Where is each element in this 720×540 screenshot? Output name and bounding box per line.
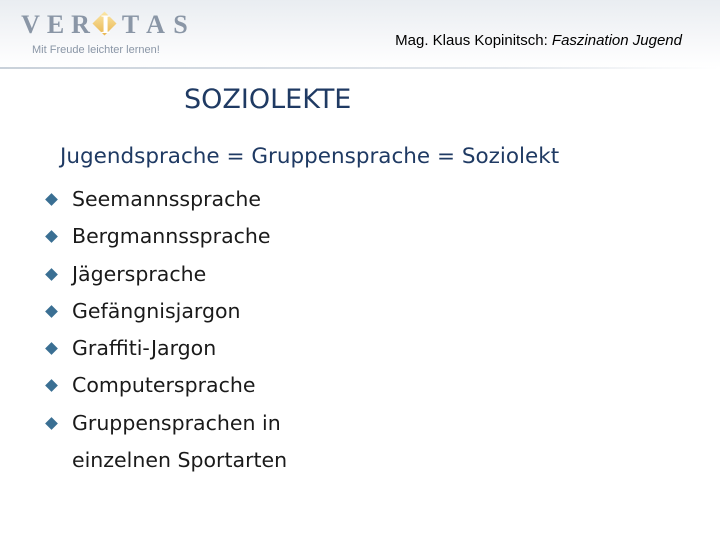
veritas-logo bbox=[18, 6, 188, 60]
author-name: Mag. Klaus Kopinitsch: bbox=[395, 32, 548, 49]
logo-letter: E bbox=[46, 10, 65, 39]
list-item-label: Seemannssprache bbox=[72, 187, 261, 211]
list-item bbox=[40, 405, 287, 480]
presentation-topic: Faszination Jugend bbox=[551, 32, 682, 49]
bullet-list bbox=[40, 181, 287, 479]
diamond-bullet-icon bbox=[45, 305, 58, 318]
logo-letter: A bbox=[146, 10, 165, 39]
list-item bbox=[40, 367, 287, 404]
logo-slogan: Mit Freude leichter lernen! bbox=[32, 44, 160, 56]
logo-letter: T bbox=[121, 10, 140, 39]
diamond-bullet-icon bbox=[45, 193, 58, 206]
header-caption bbox=[395, 32, 682, 49]
header-divider bbox=[0, 67, 720, 69]
list-item bbox=[40, 330, 287, 367]
diamond-bullet-icon bbox=[45, 342, 58, 355]
list-item-label: Bergmannssprache bbox=[72, 224, 271, 249]
list-item-label-continuation: einzelnen Sportarten bbox=[72, 448, 288, 473]
list-item bbox=[40, 181, 287, 218]
list-item-label: Computersprache bbox=[72, 373, 256, 398]
list-item bbox=[40, 256, 287, 293]
list-item bbox=[40, 293, 287, 330]
logo-diamond-icon bbox=[93, 10, 118, 40]
logo-letter: R bbox=[71, 10, 90, 39]
logo-wordmark bbox=[18, 10, 193, 40]
logo-letter: V bbox=[21, 10, 40, 39]
diamond-bullet-icon bbox=[45, 230, 58, 243]
list-item-label: Gruppensprachen in bbox=[72, 410, 281, 435]
list-item-label: Jägersprache bbox=[72, 261, 207, 286]
list-item-label: Graffiti-Jargon bbox=[72, 336, 217, 361]
diamond-bullet-icon bbox=[45, 417, 58, 430]
list-item bbox=[40, 218, 287, 255]
logo-letter: S bbox=[173, 10, 188, 39]
slide-subtitle: Jugendsprache = Gruppensprache = Soziolekt bbox=[60, 144, 560, 169]
diamond-bullet-icon bbox=[45, 380, 58, 393]
logo-letter-highlight: I bbox=[100, 10, 111, 39]
slide-title: SOZIOLEKTE bbox=[184, 84, 352, 115]
list-item-label: Gefängnisjargon bbox=[72, 298, 241, 323]
diamond-bullet-icon bbox=[45, 268, 58, 281]
